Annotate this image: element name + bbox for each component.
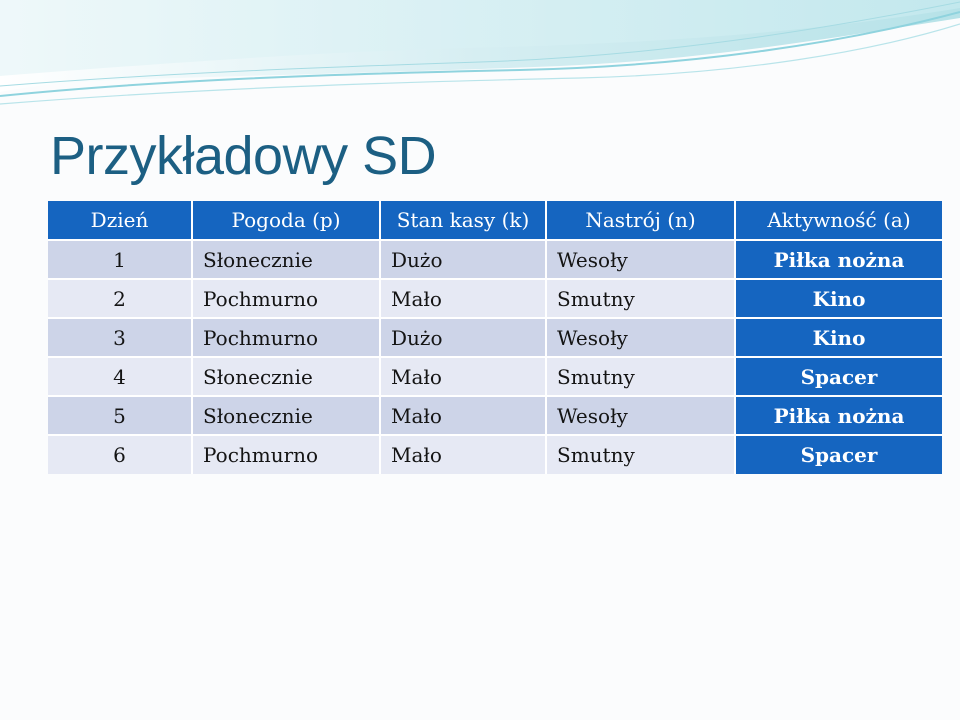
cell-cash: Mało (380, 396, 546, 435)
column-header-cash: Stan kasy (k) (380, 201, 546, 240)
column-header-activity: Aktywność (a) (735, 201, 942, 240)
cell-day: 6 (48, 435, 192, 474)
column-header-weather: Pogoda (p) (192, 201, 380, 240)
cell-mood: Wesoły (546, 396, 735, 435)
table-header-row (48, 201, 942, 240)
cell-day: 2 (48, 279, 192, 318)
cell-mood: Smutny (546, 357, 735, 396)
cell-activity: Spacer (735, 435, 942, 474)
column-header-mood: Nastrój (n) (546, 201, 735, 240)
cell-weather: Pochmurno (192, 279, 380, 318)
table-row (48, 396, 942, 435)
data-table (48, 201, 942, 474)
table-row (48, 318, 942, 357)
header-wave-decoration (0, 0, 960, 120)
cell-cash: Dużo (380, 318, 546, 357)
cell-cash: Mało (380, 357, 546, 396)
cell-day: 5 (48, 396, 192, 435)
slide-title: Przykładowy SD (50, 126, 437, 186)
table-row (48, 357, 942, 396)
cell-mood: Smutny (546, 279, 735, 318)
cell-activity: Kino (735, 279, 942, 318)
cell-activity: Piłka nożna (735, 396, 942, 435)
cell-day: 1 (48, 240, 192, 279)
cell-day: 3 (48, 318, 192, 357)
cell-weather: Pochmurno (192, 318, 380, 357)
cell-cash: Mało (380, 435, 546, 474)
table-row (48, 240, 942, 279)
column-header-day: Dzień (48, 201, 192, 240)
cell-weather: Słonecznie (192, 357, 380, 396)
cell-activity: Piłka nożna (735, 240, 942, 279)
cell-mood: Smutny (546, 435, 735, 474)
table-row (48, 279, 942, 318)
cell-cash: Dużo (380, 240, 546, 279)
cell-weather: Słonecznie (192, 240, 380, 279)
cell-mood: Wesoły (546, 240, 735, 279)
table-row (48, 435, 942, 474)
cell-day: 4 (48, 357, 192, 396)
cell-mood: Wesoły (546, 318, 735, 357)
cell-weather: Słonecznie (192, 396, 380, 435)
cell-weather: Pochmurno (192, 435, 380, 474)
cell-activity: Kino (735, 318, 942, 357)
cell-cash: Mało (380, 279, 546, 318)
cell-activity: Spacer (735, 357, 942, 396)
